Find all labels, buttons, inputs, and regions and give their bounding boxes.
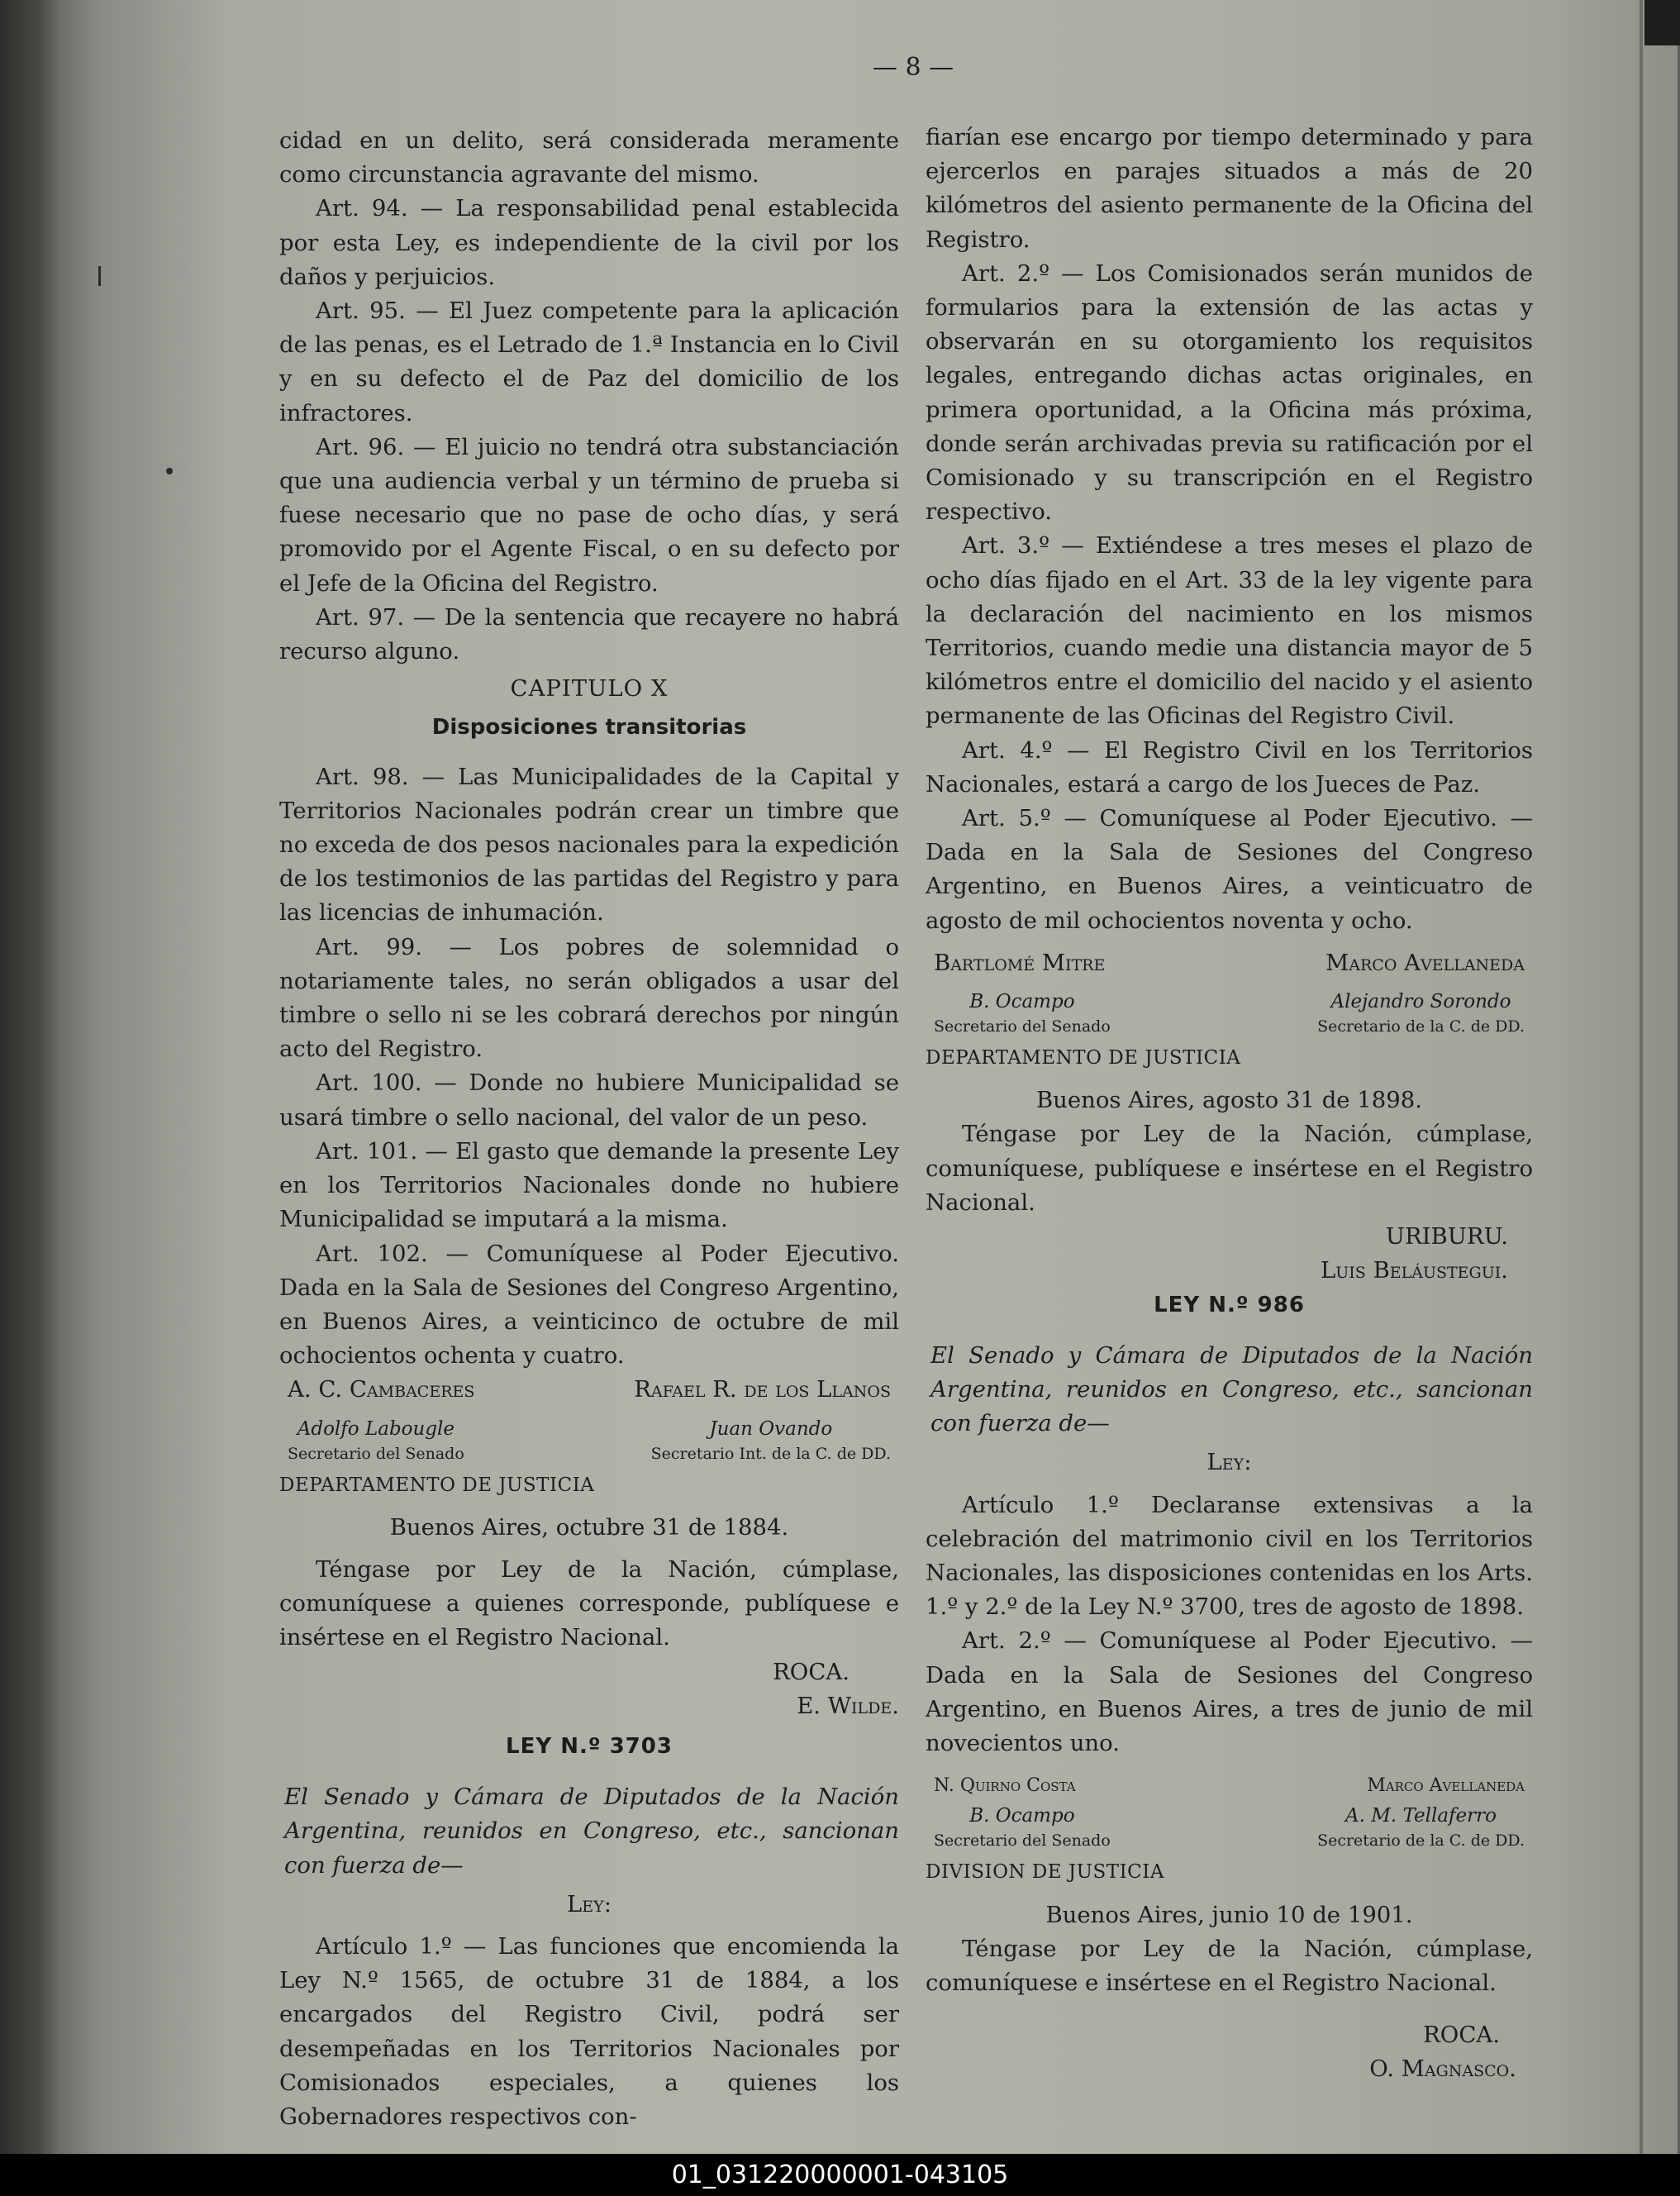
law-title: LEY N.º 3703 [506, 1733, 673, 1759]
signatories-row [926, 946, 1533, 980]
secretary [934, 988, 1111, 1038]
secretary-role: Secretario de la C. de DD. [1317, 1832, 1525, 1851]
signatory: N. Quirno Costa [934, 1775, 1076, 1797]
department-heading: DIVISION DE JUSTICIA [926, 1861, 1164, 1884]
secretary-role: Secretario del Senado [934, 1832, 1111, 1851]
secretary-name: Adolfo Labougle [297, 1417, 455, 1440]
chapter-heading: CAPITULO X [510, 675, 669, 703]
signer: Luis Beláustegui. [1321, 1257, 1508, 1284]
paragraph: cidad en un delito, será considerada meramente como circunstancia agravante del mismo. [279, 127, 899, 188]
date-line: Buenos Aires, junio 10 de 1901. [1045, 1901, 1413, 1928]
secretary [1317, 988, 1525, 1038]
preamble: El Senado y Cámara de Diputados de la Nación Argentina, reunidos en Congreso, etc., sancionan con fuerza de— [284, 1784, 899, 1879]
signatory: A. C. Cambaceres [288, 1376, 475, 1403]
department-heading: DEPARTAMENTO DE JUSTICIA [279, 1474, 595, 1496]
secretary-name: A. M. Tellaferro [1345, 1805, 1497, 1827]
chapter-subtitle: Disposiciones transitorias [431, 715, 747, 741]
date-line: Buenos Aires, agosto 31 de 1898. [1035, 1087, 1423, 1114]
paragraph: Art. 99. — Los pobres de solemnidad o notariamente tales, no serán obligados a usar del timbre o sello ni se les cobrará derechos por ningún acto del Registro. [279, 933, 899, 1063]
paragraph: Art. 3.º — Extiéndese a tres meses el plazo de ocho días fijado en el Art. 33 de la ley vigente para la declaración del nacimiento en los mismos Territorios, cuando medie una distancia mayor de 5 kilómetros entre el domicilio del nacido y el asiento permanente de las Oficinas del Registro Civil. [926, 532, 1533, 730]
secretary-role: Secretario de la C. de DD. [1317, 1017, 1525, 1036]
secretaries-block [926, 1803, 1533, 1852]
secretary-role: Secretario Int. de la C. de DD. [650, 1444, 891, 1463]
signer: O. Magnasco. [1369, 2055, 1516, 2083]
paragraph: Art. 5.º — Comuníquese al Poder Ejecutivo. — Dada en la Sala de Sesiones del Congreso Argentino, en Buenos Aires, a veinticuatro de agosto de mil ochocientos noventa y ocho. [926, 805, 1533, 934]
secretary [288, 1416, 464, 1465]
paragraph: Art. 97. — De la sentencia que recayere no habrá recurso alguno. [279, 603, 899, 665]
ley-label: Ley: [1206, 1449, 1252, 1476]
signer: ROCA. [773, 1658, 850, 1685]
secretary-role: Secretario del Senado [934, 1017, 1111, 1036]
right-column [926, 121, 1533, 2087]
page-edge [1640, 0, 1643, 2154]
secretary-name: Juan Ovando [709, 1417, 833, 1440]
page-number: — 8 — [872, 53, 954, 82]
paragraph: Art. 102. — Comuníquese al Poder Ejecutivo. Dada en la Sala de Sesiones del Congreso Argentino, en Buenos Aires, a veinticinco de octubre de mil ochocientos ochenta y cuatro. [279, 1240, 899, 1370]
paragraph: Art. 96. — El juicio no tendrá otra substanciación que una audiencia verbal y un término de prueba si fuese necesario que no pase de ocho días, y será promovido por el Agente Fiscal, o en su defecto por el Jefe de la Oficina del Registro. [279, 433, 899, 597]
paragraph: Téngase por Ley de la Nación, cúmplase, comuníquese, publíquese e insértese en el Registro Nacional. [926, 1121, 1533, 1216]
law-title: LEY N.º 986 [1154, 1292, 1305, 1317]
secretary [1317, 1803, 1525, 1852]
secretary-role: Secretario del Senado [288, 1444, 464, 1463]
left-column [279, 124, 899, 2134]
book-binding [0, 0, 58, 2154]
page-corner [1644, 0, 1680, 45]
paragraph: Art. 4.º — El Registro Civil en los Territorios Nacionales, estará a cargo de los Jueces de Paz. [926, 736, 1533, 798]
paragraph: Artículo 1.º — Las funciones que encomienda la Ley N.º 1565, de octubre 31 de 1884, a los encargados del Registro Civil, podrá ser desempeñadas en los Territorios Nacionales por Comisionados especiales, a quienes los Gobernadores respectivos con- [279, 1932, 899, 2130]
secretary [651, 1416, 891, 1465]
paragraph: Art. 94. — La responsabilidad penal establecida por esta Ley, es independiente de la civil por los daños y perjuicios. [279, 195, 899, 290]
paragraph: Art. 2.º — Los Comisionados serán munidos de formularios para la extensión de las actas y observarán en su otorgamiento los requisitos legales, entregando dichas actas originales, en primera oportunidad, a la Oficina más próxima, donde serán archivadas previa su ratificación por el Comisionado y su transcripción en el Registro respectivo. [926, 260, 1533, 526]
secretary-name: B. Ocampo [969, 991, 1075, 1013]
signer: E. Wilde. [797, 1692, 899, 1719]
signatory: Marco Avellaneda [1367, 1775, 1525, 1797]
paragraph: Art. 100. — Donde no hubiere Municipalidad se usará timbre o sello nacional, del valor de un peso. [279, 1069, 899, 1131]
ley-label: Ley: [567, 1890, 612, 1917]
scan-mark [98, 266, 101, 286]
secretary-name: B. Ocampo [969, 1805, 1075, 1827]
paragraph: Art. 95. — El Juez competente para la aplicación de las penas, es el Letrado de 1.ª Instancia en lo Civil y en su defecto el de Paz del domicilio de los infractores. [279, 298, 899, 426]
paragraph: Art. 101. — El gasto que demande la presente Ley en los Territorios Nacionales donde no hubiere Municipalidad se imputará a la misma. [279, 1137, 899, 1233]
paragraph: Art. 98. — Las Municipalidades de la Capital y Territorios Nacionales podrán crear un timbre que no exceda de dos pesos nacionales para la expedición de los testimonios de las partidas del Registro y para las licencias de inhumación. [279, 763, 899, 927]
department-heading: DEPARTAMENTO DE JUSTICIA [926, 1047, 1241, 1069]
signatory: Bartlomé Mitre [934, 949, 1106, 976]
date-line: Buenos Aires, octubre 31 de 1884. [389, 1513, 789, 1541]
signatory: Marco Avellaneda [1325, 949, 1525, 976]
secretary [934, 1803, 1111, 1852]
signatories-row [926, 1769, 1533, 1803]
secretary-name: Alejandro Sorondo [1330, 991, 1511, 1013]
paragraph: Art. 2.º — Comuníquese al Poder Ejecutivo. — Dada en la Sala de Sesiones del Congreso Argentino, en Buenos Aires, a tres de junio de mil novecientos uno. [926, 1627, 1533, 1756]
paragraph: Artículo 1.º Declaranse extensivas a la celebración del matrimonio civil en los Territorios Nacionales, las disposiciones contenidas en los Arts. 1.º y 2.º de la Ley N.º 3700, tres de agosto de 1898. [926, 1491, 1533, 1621]
signer: URIBURU. [1385, 1223, 1508, 1250]
paragraph: Téngase por Ley de la Nación, cúmplase, comuníquese e insértese en el Registro Nacional. [926, 1935, 1533, 1996]
paragraph: Téngase por Ley de la Nación, cúmplase, comuníquese a quienes corresponde, publíquese e insértese en el Registro Nacional. [279, 1555, 899, 1651]
preamble: El Senado y Cámara de Diputados de la Nación Argentina, reunidos en Congreso, etc., sancionan con fuerza de— [930, 1341, 1533, 1437]
signatory: Rafael R. de los Llanos [634, 1376, 891, 1403]
paragraph: fiarían ese encargo por tiempo determinado y para ejercerlos en parajes situados a más de 20 kilómetros del asiento permanente de la Oficina del Registro. [926, 124, 1533, 253]
document-id: 01_031220000001-043105 [671, 2160, 1009, 2189]
signatories-row [279, 1373, 899, 1407]
signer: ROCA. [1423, 2022, 1500, 2049]
secretaries-block [926, 988, 1533, 1038]
scan-mark [166, 468, 173, 474]
secretaries-block [279, 1416, 899, 1465]
